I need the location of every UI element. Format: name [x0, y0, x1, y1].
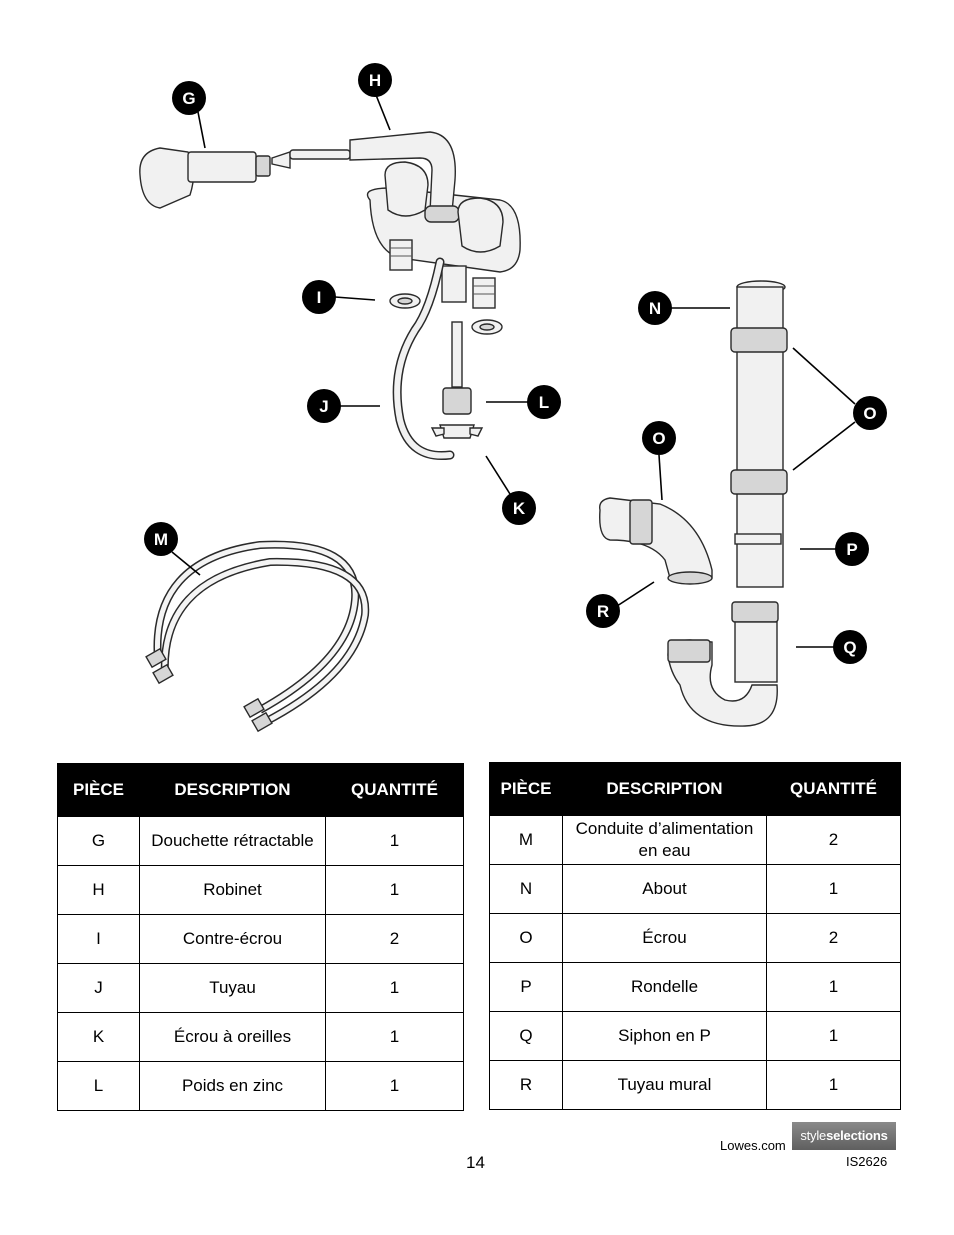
table-row	[58, 915, 464, 964]
table-row	[490, 816, 901, 865]
website-link[interactable]: Lowes.com	[720, 1138, 786, 1153]
part-description: Écrou à oreilles	[140, 1013, 326, 1062]
part-description: About	[563, 865, 767, 914]
part-quantity: 1	[767, 1061, 901, 1110]
part-letter: Q	[490, 1012, 563, 1061]
part-quantity: 1	[767, 963, 901, 1012]
callout-r	[586, 594, 620, 628]
parts-table-right	[489, 762, 901, 1110]
table-row	[490, 1012, 901, 1061]
part-quantity: 1	[326, 1062, 464, 1111]
svg-text:P: P	[846, 540, 858, 559]
table-row	[58, 817, 464, 866]
part-quantity: 1	[767, 865, 901, 914]
callout-n	[638, 291, 672, 325]
brand-logo	[792, 1122, 896, 1150]
sprayer-illustration	[140, 148, 350, 208]
part-letter: M	[490, 816, 563, 865]
table-row	[490, 1061, 901, 1110]
svg-text:I: I	[316, 288, 322, 307]
callout-h	[358, 63, 392, 97]
svg-text:O: O	[652, 429, 666, 448]
table-header-row	[490, 763, 901, 816]
header-part: PIÈCE	[58, 764, 140, 817]
callout-l	[527, 385, 561, 419]
tailpiece-illustration	[731, 281, 787, 587]
part-description: Rondelle	[563, 963, 767, 1012]
svg-text:H: H	[368, 71, 382, 90]
table-row	[58, 866, 464, 915]
part-quantity: 1	[326, 1013, 464, 1062]
part-description: Tuyau	[140, 964, 326, 1013]
svg-text:M: M	[153, 530, 169, 549]
table-row	[58, 1062, 464, 1111]
callout-q	[833, 630, 867, 664]
callout-m	[144, 522, 178, 556]
part-letter: P	[490, 963, 563, 1012]
part-description: Douchette rétractable	[140, 817, 326, 866]
part-letter: O	[490, 914, 563, 963]
part-quantity: 1	[326, 866, 464, 915]
brand-logo-light: style	[800, 1128, 827, 1143]
svg-text:R: R	[596, 602, 610, 621]
part-quantity: 1	[767, 1012, 901, 1061]
svg-text:Q: Q	[843, 638, 857, 657]
part-quantity: 1	[326, 817, 464, 866]
header-quantity: QUANTITÉ	[767, 763, 901, 816]
callout-i	[302, 280, 336, 314]
document-code: IS2626	[846, 1154, 888, 1169]
svg-text:G: G	[182, 89, 196, 108]
supply-lines-illustration	[146, 545, 365, 732]
table-row	[58, 1013, 464, 1062]
svg-text:J: J	[319, 397, 329, 416]
svg-text:N: N	[648, 299, 662, 318]
part-quantity: 2	[326, 915, 464, 964]
part-quantity: 2	[767, 816, 901, 865]
svg-text:K: K	[512, 499, 526, 518]
part-description: Écrou	[563, 914, 767, 963]
part-quantity: 1	[326, 964, 464, 1013]
part-description: Robinet	[140, 866, 326, 915]
part-letter: K	[58, 1013, 140, 1062]
brand-logo-bold: selections	[826, 1128, 888, 1143]
page-number: 14	[466, 1153, 485, 1172]
callout-o-left	[642, 421, 676, 455]
part-description: Conduite d’alimentation en eau	[563, 816, 767, 865]
header-part: PIÈCE	[490, 763, 563, 816]
parts-table-left	[57, 763, 464, 1111]
table-row	[58, 964, 464, 1013]
part-letter: I	[58, 915, 140, 964]
p-trap-illustration	[668, 602, 778, 726]
table-row	[490, 914, 901, 963]
part-letter: J	[58, 964, 140, 1013]
part-quantity: 2	[767, 914, 901, 963]
header-description: DESCRIPTION	[563, 763, 767, 816]
part-description: Tuyau mural	[563, 1061, 767, 1110]
zinc-weight-illustration	[432, 322, 482, 438]
callout-g	[172, 81, 206, 115]
callout-j	[307, 389, 341, 423]
part-letter: H	[58, 866, 140, 915]
wall-tube-illustration	[600, 498, 712, 584]
svg-text:O: O	[863, 404, 877, 423]
callout-p	[835, 532, 869, 566]
callout-o-right	[853, 396, 887, 430]
table-header-row	[58, 764, 464, 817]
table-row	[490, 865, 901, 914]
part-description: Contre-écrou	[140, 915, 326, 964]
part-description: Poids en zinc	[140, 1062, 326, 1111]
callout-k	[502, 491, 536, 525]
part-letter: G	[58, 817, 140, 866]
header-quantity: QUANTITÉ	[326, 764, 464, 817]
part-letter: L	[58, 1062, 140, 1111]
svg-text:L: L	[538, 393, 550, 412]
part-letter: R	[490, 1061, 563, 1110]
header-description: DESCRIPTION	[140, 764, 326, 817]
table-row	[490, 963, 901, 1012]
part-letter: N	[490, 865, 563, 914]
part-description: Siphon en P	[563, 1012, 767, 1061]
